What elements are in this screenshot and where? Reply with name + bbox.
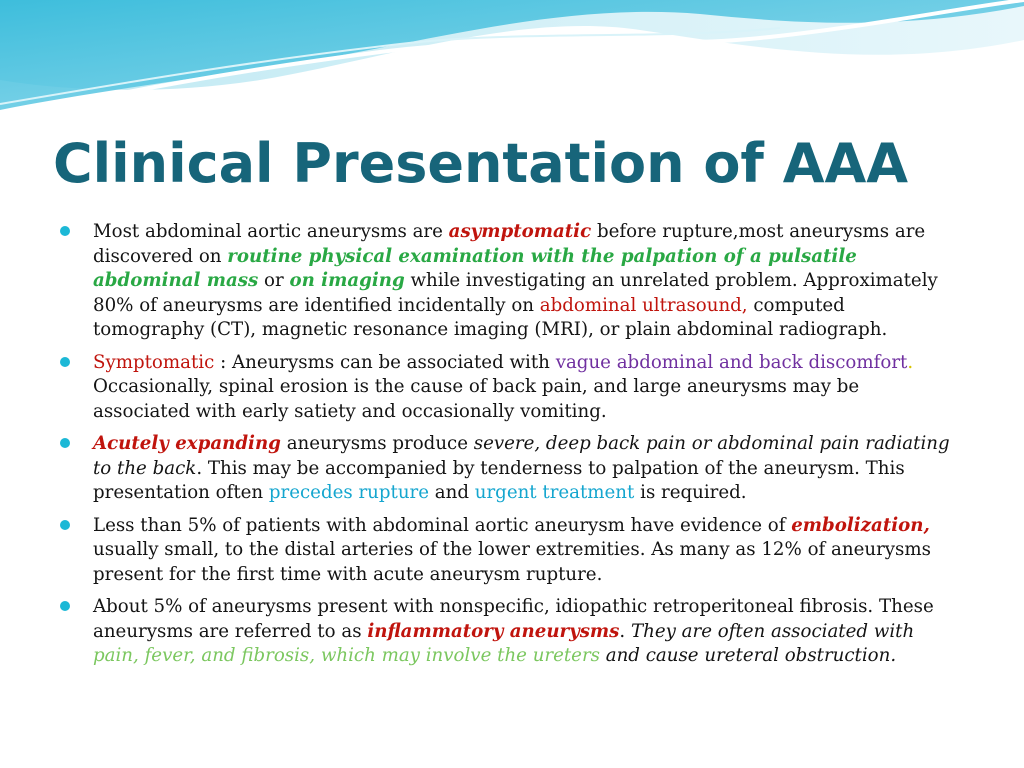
bullet-dot-icon: [60, 438, 70, 448]
bullet-text-segment: computed tomography (CT), magnetic resonance imaging (MRI), or plain abdominal radiograph.: [93, 294, 888, 340]
bullet-item: [60, 595, 960, 669]
bullet-text-segment: Symptomatic: [93, 351, 215, 373]
bullet-text-segment: inflammatory aneurysms: [367, 620, 620, 642]
bullet-text-segment: usually small, to the distal arteries of the lower extremities. As many as 12% of aneurysms present for the first time with acute aneurysm rupture.: [93, 539, 931, 585]
bullet-text-segment: severe, deep back pain or abdominal pain radiating to the back: [93, 433, 950, 479]
bullet-text-segment: vague abdominal and back discomfort: [555, 351, 908, 373]
bullet-text-segment: pain, fever, and fibrosis, which may involve the ureters: [93, 645, 600, 666]
bullet-text-segment: embolization,: [791, 514, 930, 536]
bullet-text-segment: Acutely expanding: [93, 433, 281, 454]
bullet-text-segment: .: [619, 620, 631, 642]
bullet-dot-icon: [60, 520, 70, 530]
bullet-text-segment: while investigating an unrelated problem. Approximately 80% of aneurysms are identified incidentally on: [93, 270, 938, 316]
bullet-text-segment: before rupture,most aneurysms are discovered on: [93, 221, 926, 267]
slide-title: Clinical Presentation of AAA: [53, 132, 909, 195]
bullet-text-segment: aneurysms produce: [280, 433, 474, 454]
bullet-text-segment: . This may be accompanied by tenderness to palpation of the aneurysm. This presentation often: [93, 457, 905, 503]
bullet-text-segment: and: [429, 482, 475, 503]
bullet-dot-icon: [60, 357, 70, 367]
header-wave-decoration: [0, 0, 1024, 140]
bullet-text-segment: : Aneurysms can be associated with: [214, 351, 556, 373]
bullet-item: [60, 432, 960, 506]
bullet-item: [60, 514, 960, 588]
bullet-list: [60, 220, 960, 677]
bullet-text-segment: Most abdominal aortic aneurysms are: [93, 221, 449, 242]
bullet-text-segment: routine physical examination with the palpation of a pulsatile abdominal mass: [93, 245, 857, 291]
bullet-item: [60, 351, 960, 425]
bullet-text-segment: About 5% of aneurysms present with nonspecific, idiopathic retroperitoneal fibrosis. These aneurysms are referred to as: [93, 596, 934, 642]
bullet-text-segment: or: [258, 270, 290, 291]
bullet-item: [60, 220, 960, 343]
bullet-text-segment: precedes rupture: [268, 482, 429, 503]
bullet-text-segment: on imaging: [289, 270, 405, 291]
bullet-text-segment: and cause ureteral obstruction.: [599, 645, 897, 666]
bullet-text-segment: Occasionally, spinal erosion is the cause of back pain, and large aneurysms may be associated with early satiety and occasionally vomiting.: [93, 376, 860, 422]
bullet-text-segment: They are often associated with: [631, 620, 915, 642]
bullet-text-segment: .: [907, 351, 914, 373]
bullet-text-segment: abdominal ultrasound,: [539, 294, 748, 316]
bullet-text-segment: asymptomatic: [448, 221, 592, 242]
bullet-dot-icon: [60, 601, 70, 611]
bullet-text-segment: urgent treatment: [474, 482, 635, 503]
bullet-text-segment: Less than 5% of patients with abdominal aortic aneurysm have evidence of: [93, 514, 792, 536]
bullet-text-segment: is required.: [634, 482, 747, 503]
bullet-dot-icon: [60, 226, 70, 236]
